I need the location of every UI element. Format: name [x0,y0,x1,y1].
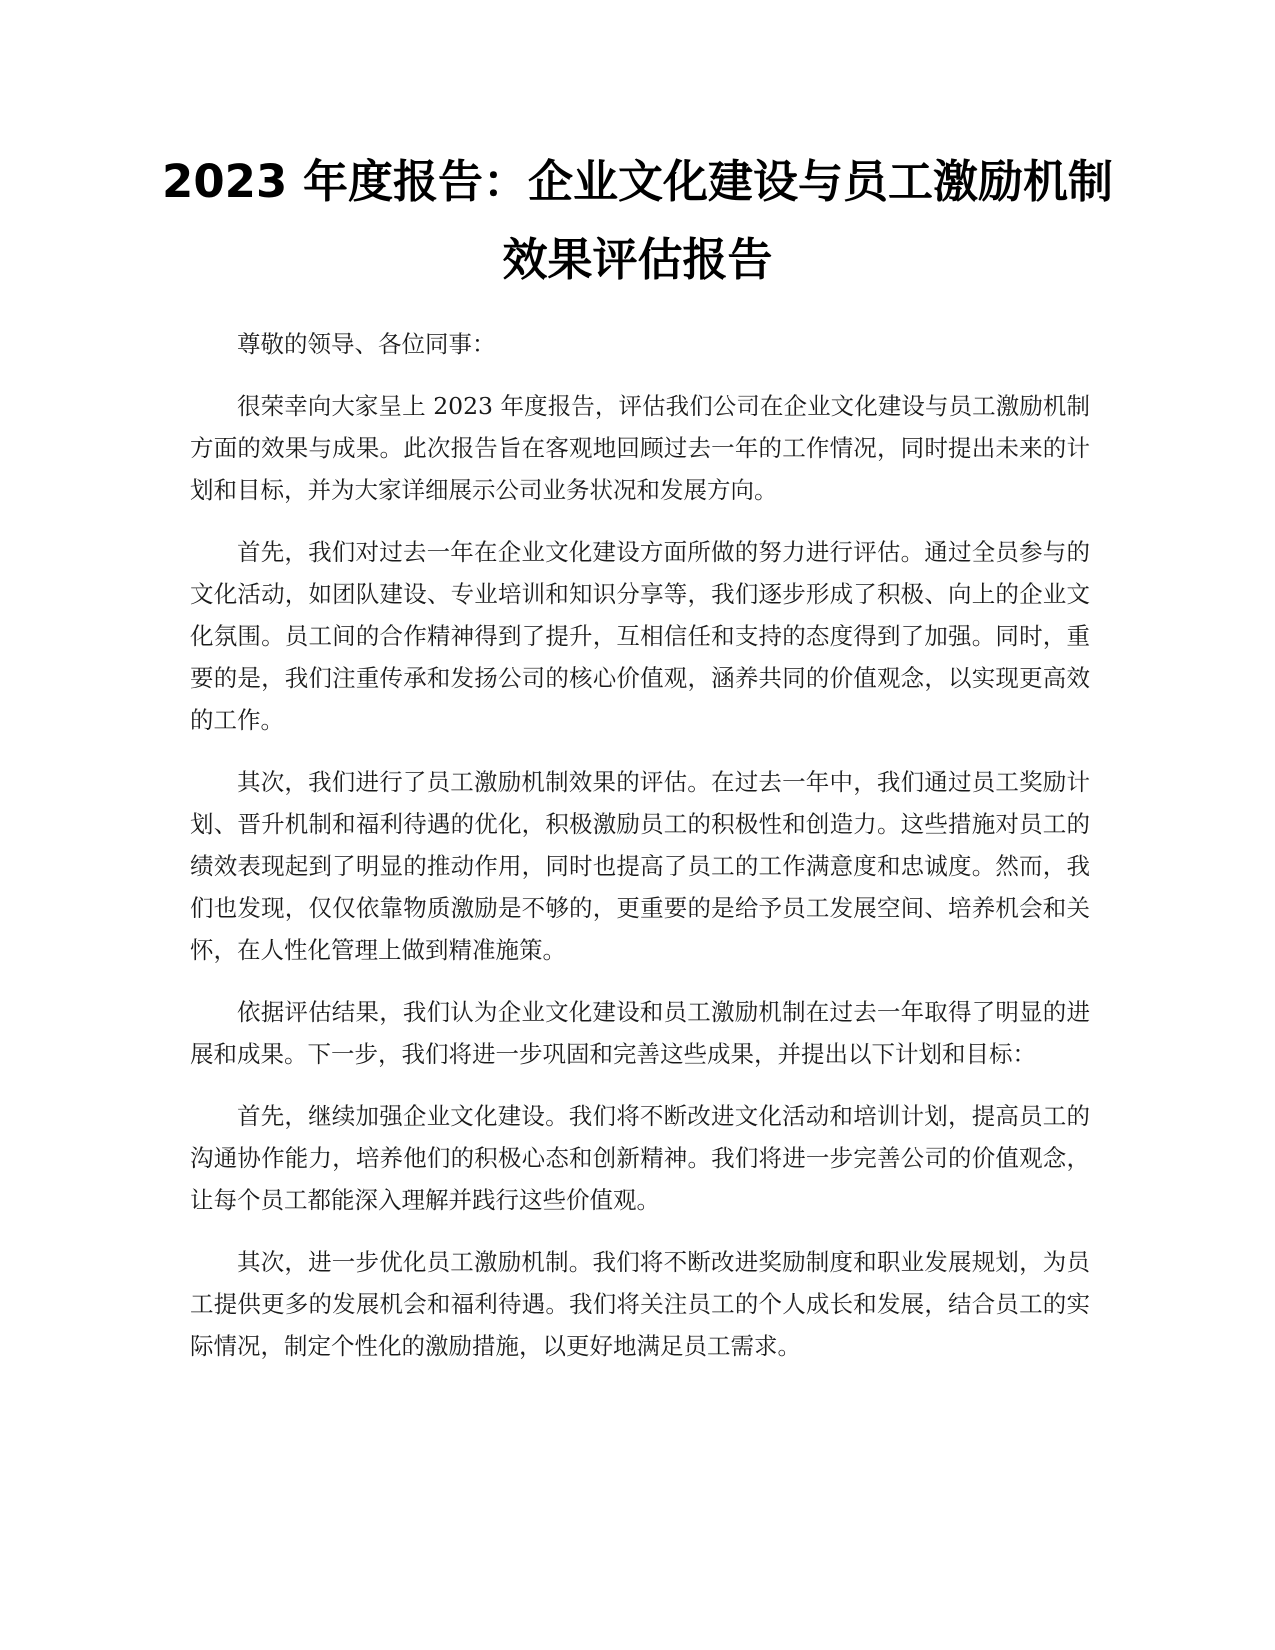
conclusion-paragraph: 依据评估结果，我们认为企业文化建设和员工激励机制在过去一年取得了明显的进展和成果。下一步，我们将进一步巩固和完善这些成果，并提出以下计划和目标： [190,998,1090,1068]
incentive-plan-paragraph: 其次，进一步优化员工激励机制。我们将不断改进奖励制度和职业发展规划，为员工提供更多的发展机会和福利待遇。我们将关注员工的个人成长和发展，结合员工的实际情况，制定个性化的激励措施，以更好地满足员工需求。 [190,1248,1090,1360]
intro-paragraph: 很荣幸向大家呈上 2023 年度报告，评估我们公司在企业文化建设与员工激励机制方面的效果与成果。此次报告旨在客观地回顾过去一年的工作情况，同时提出未来的计划和目标，并为大家详细展示公司业务状况和发展方向。 [190,392,1090,504]
salutation-paragraph: 尊敬的领导、各位同事： [237,330,496,358]
document-title: 2023 年度报告：企业文化建设与员工激励机制效果评估报告 [162,155,1113,286]
culture-evaluation-paragraph: 首先，我们对过去一年在企业文化建设方面所做的努力进行评估。通过全员参与的文化活动，如团队建设、专业培训和知识分享等，我们逐步形成了积极、向上的企业文化氛围。员工间的合作精神得到了提升，互相信任和支持的态度得到了加强。同时，重要的是，我们注重传承和发扬公司的核心价值观，涵养共同的价值观念，以实现更高效的工作。 [190,538,1090,734]
culture-plan-paragraph: 首先，继续加强企业文化建设。我们将不断改进文化活动和培训计划，提高员工的沟通协作能力，培养他们的积极心态和创新精神。我们将进一步完善公司的价值观念，让每个员工都能深入理解并践行这些价值观。 [190,1102,1090,1214]
incentive-evaluation-paragraph: 其次，我们进行了员工激励机制效果的评估。在过去一年中，我们通过员工奖励计划、晋升机制和福利待遇的优化，积极激励员工的积极性和创造力。这些措施对员工的绩效表现起到了明显的推动作用，同时也提高了员工的工作满意度和忠诚度。然而，我们也发现，仅仅依靠物质激励是不够的，更重要的是给予员工发展空间、培养机会和关怀，在人性化管理上做到精准施策。 [190,768,1090,964]
document-body [190,323,1090,1387]
